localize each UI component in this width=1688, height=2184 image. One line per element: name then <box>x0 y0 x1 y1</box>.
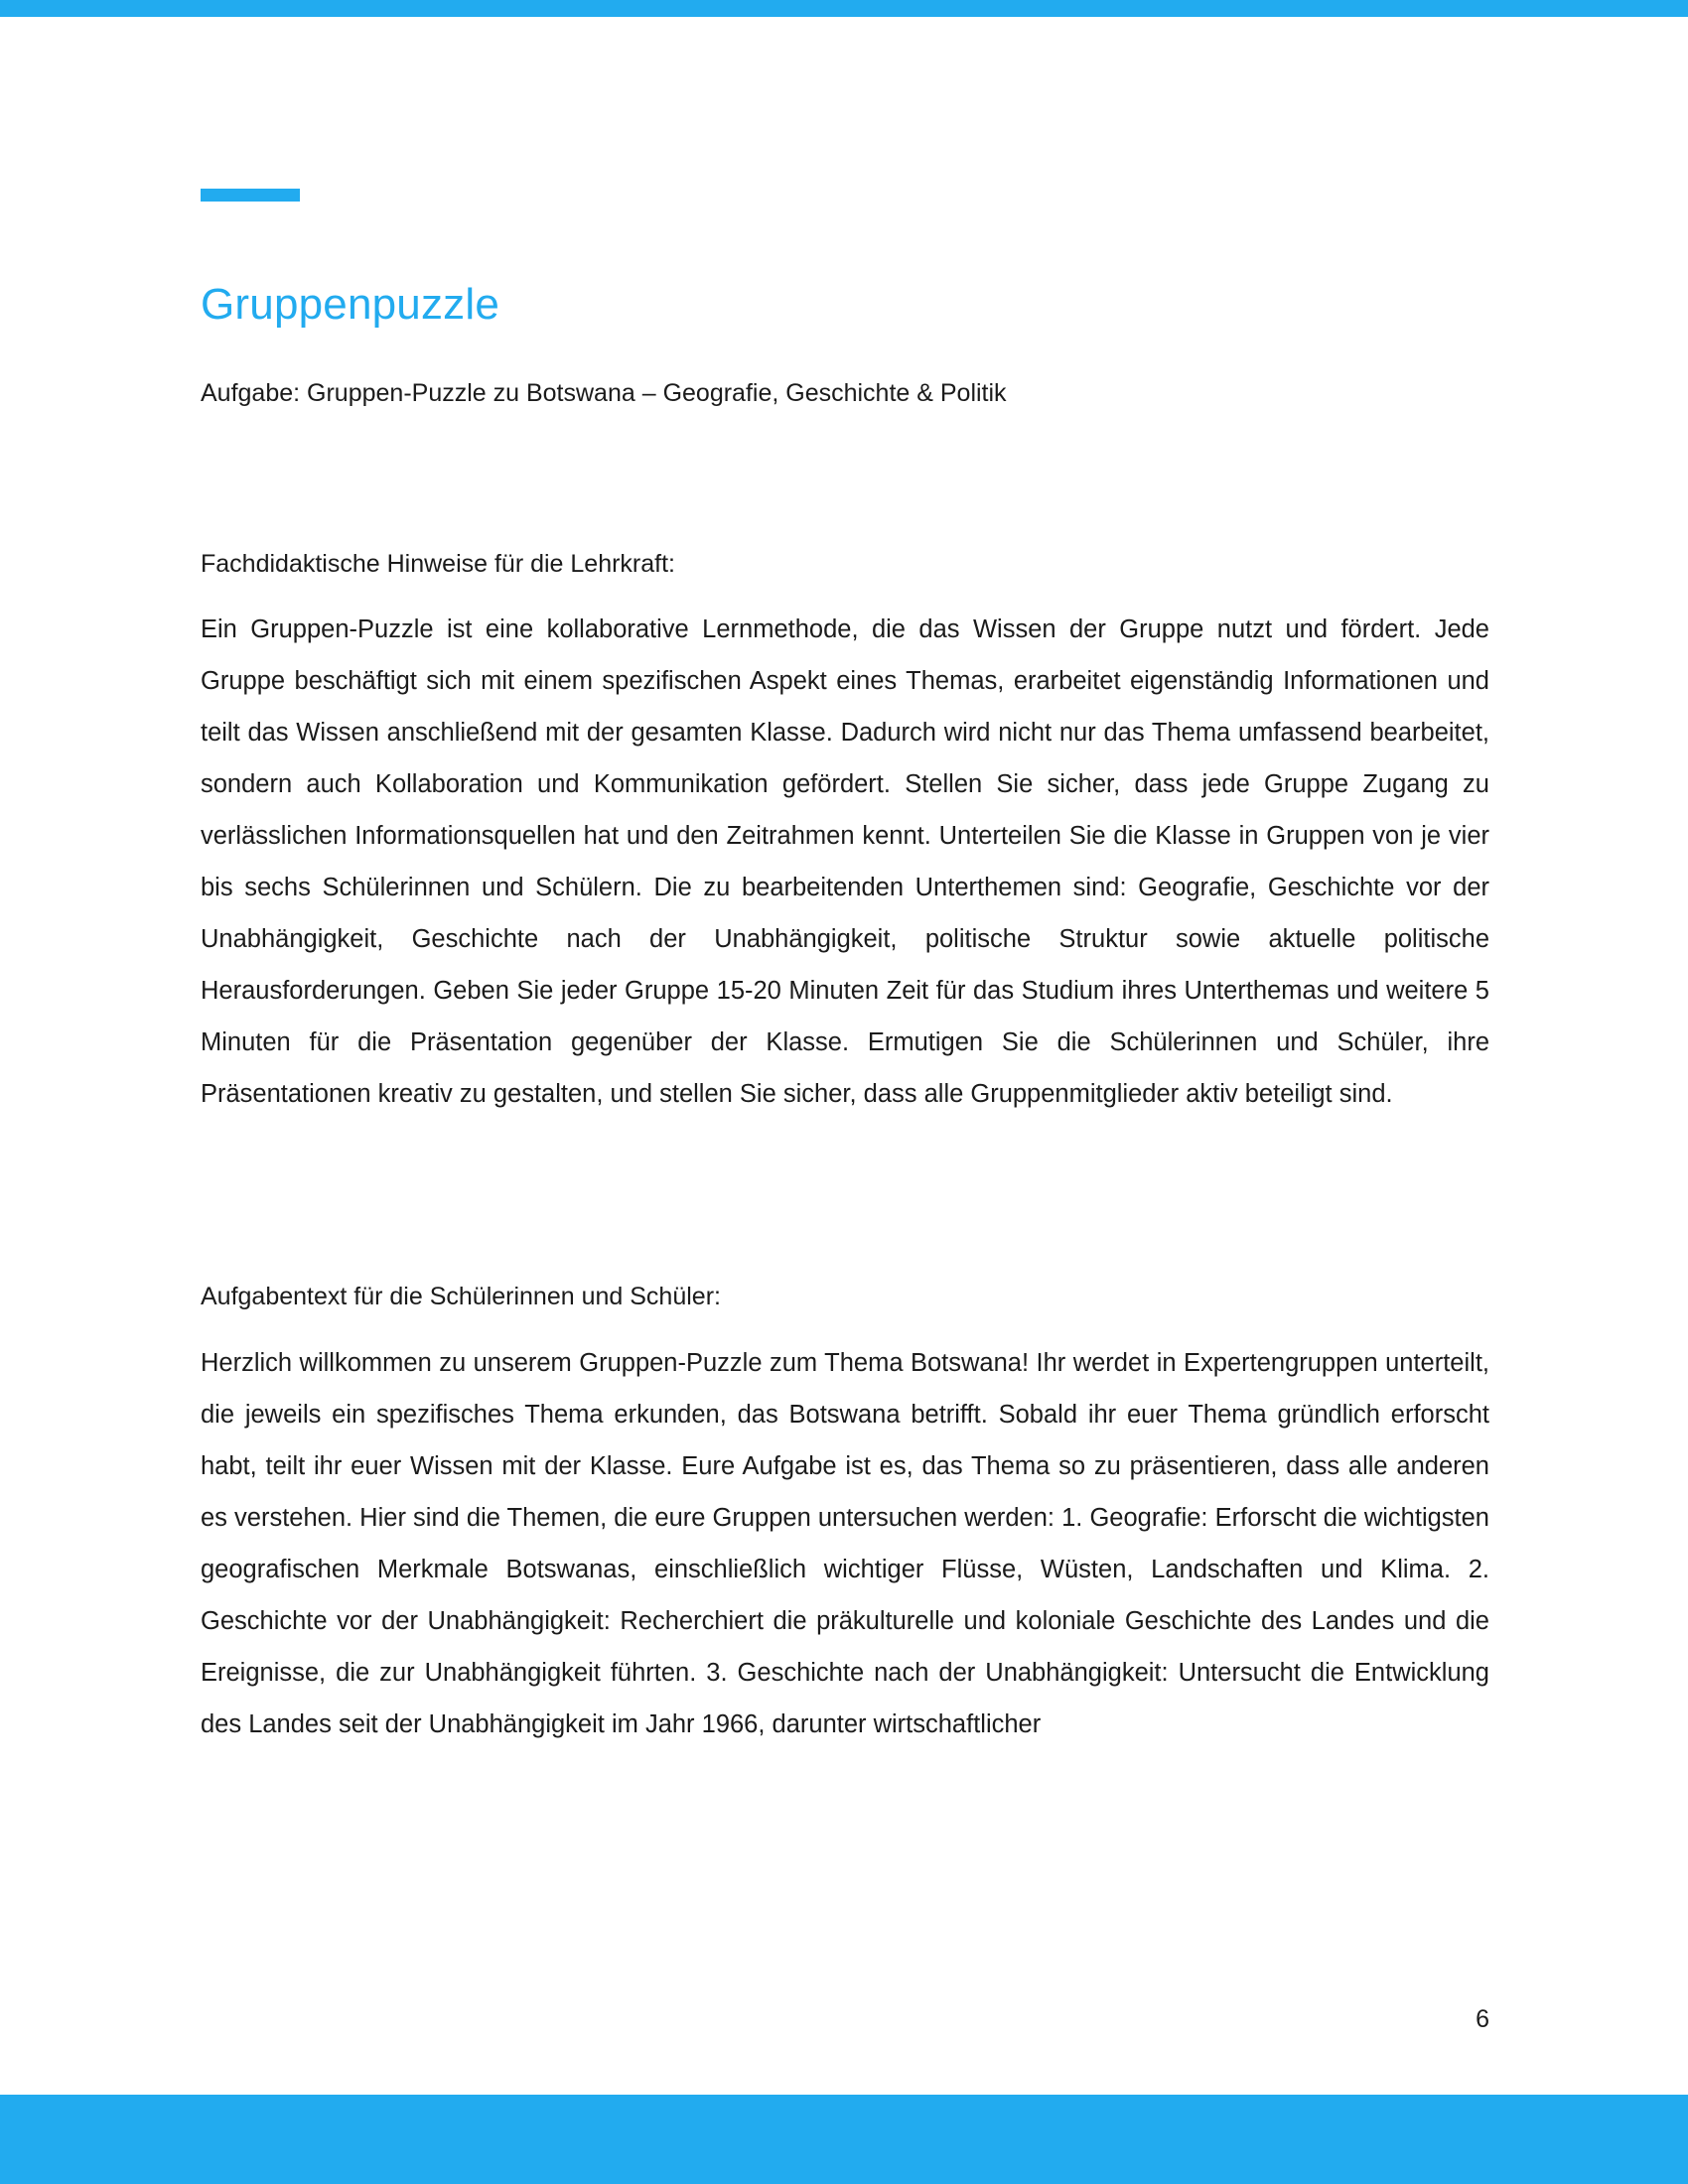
page-number: 6 <box>1476 2005 1489 2033</box>
page-content <box>201 0 1489 2033</box>
page-title: Gruppenpuzzle <box>201 280 500 329</box>
section-label-teacher-notes: Fachdidaktische Hinweise für die Lehrkraft: <box>201 550 676 579</box>
document-subtitle: Aufgabe: Gruppen-Puzzle zu Botswana – Geografie, Geschichte & Politik <box>201 378 1007 407</box>
title-accent-rule <box>201 189 300 202</box>
section-label-student-task: Aufgabentext für die Schülerinnen und Schüler: <box>201 1283 721 1311</box>
section-paragraph-teacher-notes: Ein Gruppen-Puzzle ist eine kollaborative Lernmethode, die das Wissen der Gruppe nutzt und fördert. Jede Gruppe beschäftigt sich mit einem spezifischen Aspekt eines Themas, erarbeitet eigenständig Informationen und teilt das Wissen anschließend mit der gesamten Klasse. Dadurch wird nicht nur das Thema umfassend bearbeitet, sondern auch Kollaboration und Kommunikation gefördert. Stellen Sie sicher, dass jede Gruppe Zugang zu verlässlichen Informationsquellen hat und den Zeitrahmen kennt. Unterteilen Sie die Klasse in Gruppen von je vier bis sechs Schülerinnen und Schülern. Die zu bearbeitenden Unterthemen sind: Geografie, Geschichte vor der Unabhängigkeit, Geschichte nach der Unabhängigkeit, politische Struktur sowie aktuelle politische Herausforderungen. Geben Sie jeder Gruppe 15-20 Minuten Zeit für das Studium ihres Unterthemas und weitere 5 Minuten für die Präsentation gegenüber der Klasse. Ermutigen Sie die Schülerinnen und Schüler, ihre Präsentationen kreativ zu gestalten, und stellen Sie sicher, dass alle Gruppenmitglieder aktiv beteiligt sind. <box>201 615 1489 1109</box>
bottom-accent-bar <box>0 2095 1688 2184</box>
section-paragraph-student-task: Herzlich willkommen zu unserem Gruppen-Puzzle zum Thema Botswana! Ihr werdet in Expertengruppen unterteilt, die jeweils ein spezifisches Thema erkunden, das Botswana betrifft. Sobald ihr euer Thema gründlich erforscht habt, teilt ihr euer Wissen mit der Klasse. Eure Aufgabe ist es, das Thema so zu präsentieren, dass alle anderen es verstehen. Hier sind die Themen, die eure Gruppen untersuchen werden: 1. Geografie: Erforscht die wichtigsten geografischen Merkmale Botswanas, einschließlich wichtiger Flüsse, Wüsten, Landschaften und Klima. 2. Geschichte vor der Unabhängigkeit: Recherchiert die präkulturelle und koloniale Geschichte des Landes und die Ereignisse, die zur Unabhängigkeit führten. 3. Geschichte nach der Unabhängigkeit: Untersucht die Entwicklung des Landes seit der Unabhängigkeit im Jahr 1966, darunter wirtschaftlicher <box>201 1348 1489 1738</box>
